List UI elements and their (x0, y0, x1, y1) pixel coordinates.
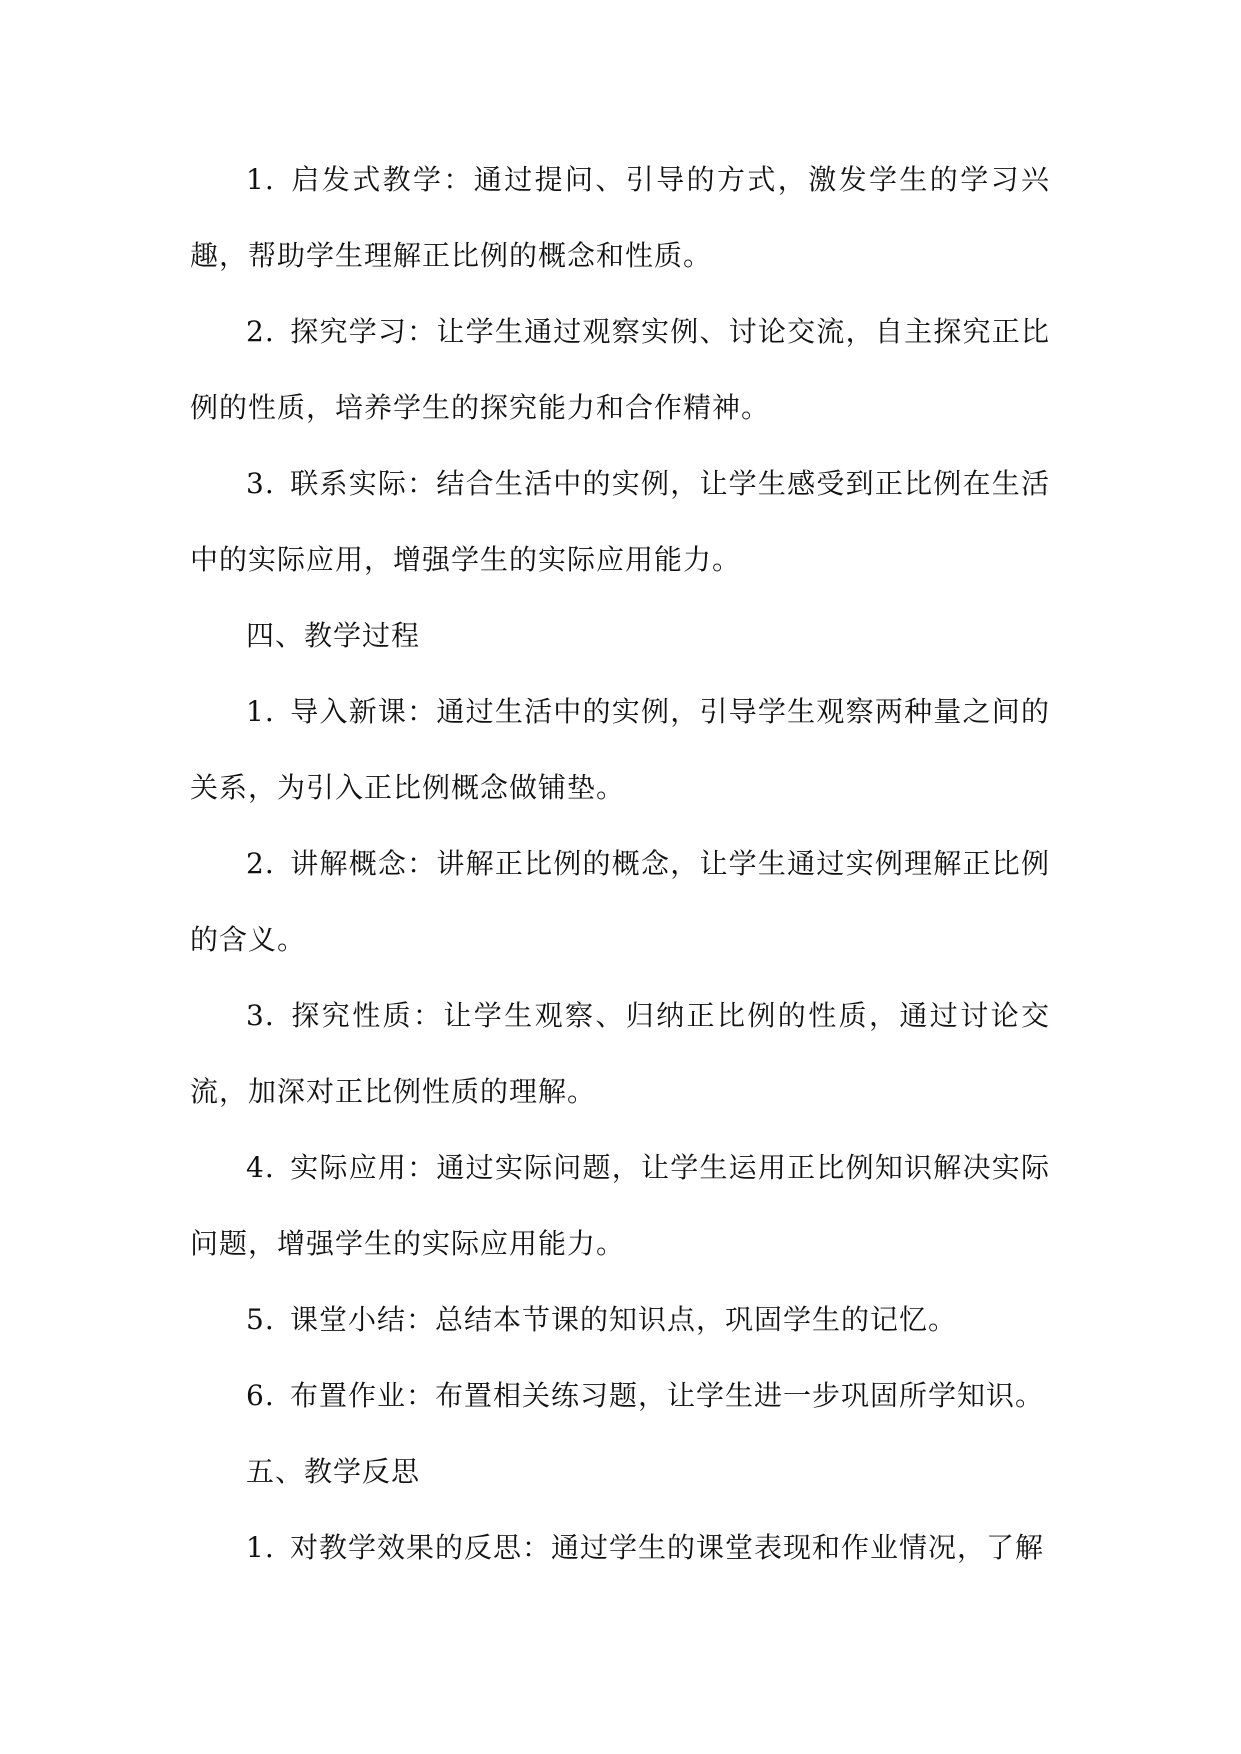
method-item-1 (190, 142, 1050, 294)
item-text: 导入新课：通过生活中的实例，引导学生观察两种量之间的关系，为引入正比例概念做铺垫。 (190, 695, 1050, 804)
item-number: 3. (246, 467, 275, 500)
method-item-3 (190, 446, 1050, 598)
item-text: 启发式教学：通过提问、引导的方式，激发学生的学习兴趣，帮助学生理解正比例的概念和性质。 (190, 163, 1050, 272)
item-number: 1. (246, 163, 275, 196)
item-number: 2. (246, 315, 275, 348)
item-text: 对教学效果的反思：通过学生的课堂表现和作业情况，了解 (290, 1531, 1045, 1564)
item-number: 6. (246, 1379, 275, 1412)
process-item-3 (190, 978, 1050, 1130)
process-item-2 (190, 826, 1050, 978)
item-number: 4. (246, 1151, 275, 1184)
process-item-4 (190, 1130, 1050, 1282)
method-item-2 (190, 294, 1050, 446)
item-number: 1. (246, 695, 275, 728)
item-number: 5. (246, 1303, 275, 1336)
item-number: 3. (246, 999, 275, 1032)
process-item-1 (190, 674, 1050, 826)
item-text: 课堂小结：总结本节课的知识点，巩固学生的记忆。 (290, 1303, 958, 1336)
item-number: 2. (246, 847, 275, 880)
item-text: 联系实际：结合生活中的实例，让学生感受到正比例在生活中的实际应用，增强学生的实际应用能力。 (190, 467, 1050, 576)
item-text: 实际应用：通过实际问题，让学生运用正比例知识解决实际问题，增强学生的实际应用能力。 (190, 1151, 1050, 1260)
process-item-6 (190, 1358, 1050, 1434)
reflection-item-1 (190, 1510, 1050, 1586)
item-text: 探究性质：让学生观察、归纳正比例的性质，通过讨论交流，加深对正比例性质的理解。 (190, 999, 1050, 1108)
document-body (190, 142, 1050, 1586)
section-heading-teaching-process: 四、教学过程 (246, 619, 421, 652)
item-text: 布置作业：布置相关练习题，让学生进一步巩固所学知识。 (290, 1379, 1045, 1412)
item-text: 讲解概念：讲解正比例的概念，让学生通过实例理解正比例的含义。 (190, 847, 1050, 956)
item-number: 1. (246, 1531, 275, 1564)
item-text: 探究学习：让学生通过观察实例、讨论交流，自主探究正比例的性质，培养学生的探究能力和合作精神。 (190, 315, 1050, 424)
section-heading-teaching-reflection: 五、教学反思 (246, 1455, 421, 1488)
process-item-5 (190, 1282, 1050, 1358)
